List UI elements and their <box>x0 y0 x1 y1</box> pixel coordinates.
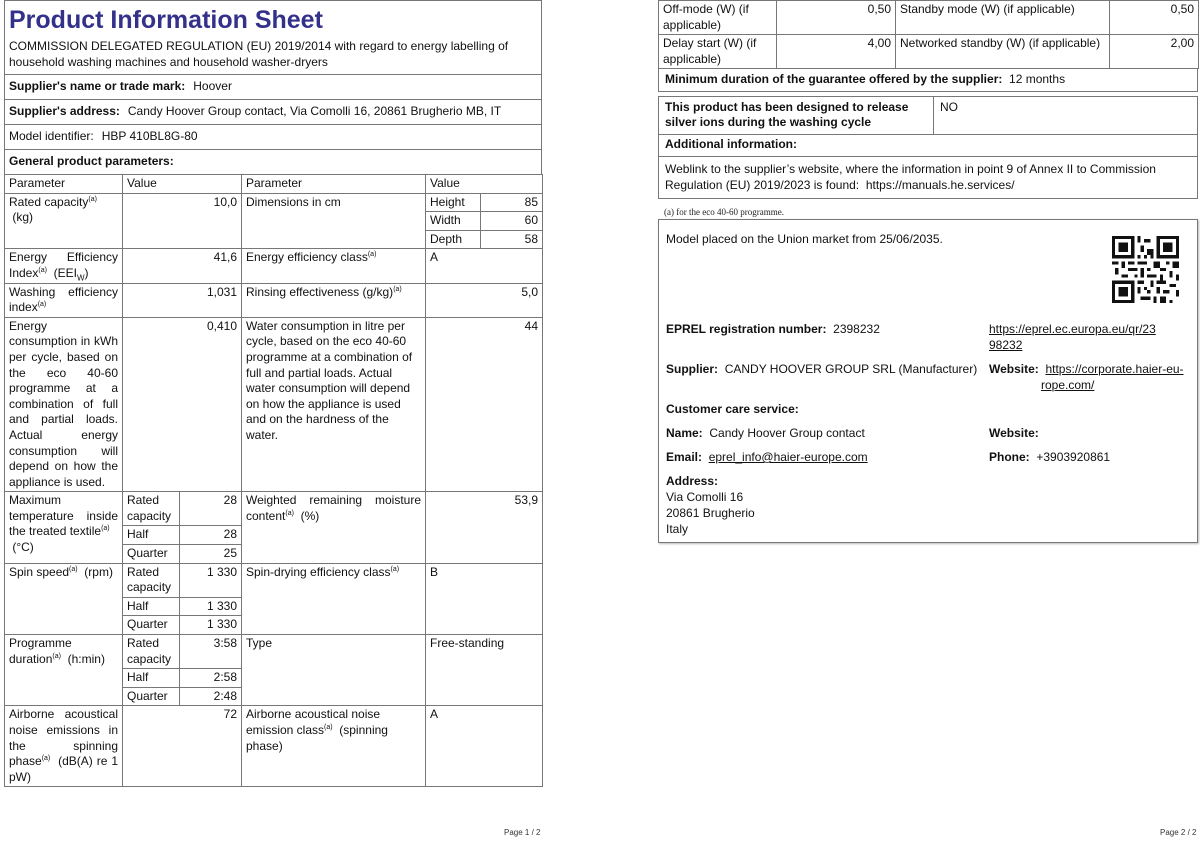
dimensions-label: Dimensions in cm <box>242 193 426 249</box>
placed-on-market: Model placed on the Union market from 25/06/2035. <box>666 232 943 246</box>
type-value: Free-standing <box>426 635 543 706</box>
temp-rated-label: Rated capacity <box>123 492 180 526</box>
standby-label: Standby mode (W) (if applicable) <box>896 1 1110 35</box>
weblink-url[interactable]: https://manuals.he.services/ <box>865 178 1015 193</box>
qr-code-icon[interactable] <box>1112 236 1179 303</box>
care-address <box>666 473 755 537</box>
page-title: Product Information Sheet <box>9 6 323 34</box>
moisture-label: Weighted remaining moisture content$^{(a)}$ (%) <box>242 492 426 563</box>
height-label: Height <box>426 193 481 212</box>
energy-class-label: Energy efficiency class$^{(a)}$ <box>242 249 426 283</box>
weblink-text: Weblink to the supplier’s website, where the information in point 9 of Annex II to Commission Regulation (EU) 2019/2023 is found: <box>665 162 1156 193</box>
supplier-label: Supplier: <box>666 362 719 376</box>
energy-class-value: A <box>426 249 543 283</box>
website-link[interactable]: https://corporate.haier-eu- <box>1045 362 1184 376</box>
table-row <box>5 492 543 526</box>
additional-info-row <box>658 135 1198 158</box>
care-address-label: Address: <box>666 474 719 488</box>
washing-efficiency-label: Washing efficiency index$^{(a)}$ <box>5 283 123 317</box>
address-value: Candy Hoover Group contact, Via Comolli 16, 20861 Brugherio MB, IT <box>127 104 502 118</box>
guarantee-value: 12 months <box>1009 72 1066 87</box>
supplier-row <box>5 75 541 100</box>
rinsing-label: Rinsing effectiveness $(g/kg)^{(a)}$ <box>242 283 426 317</box>
spin-class-value: B <box>426 563 543 634</box>
care-name-value: Candy Hoover Group contact <box>709 426 865 440</box>
spin-speed-label: Spin speed$^{(a)}$ (rpm) <box>5 563 123 634</box>
care-email-label: Email: <box>666 450 703 464</box>
duration-rated-label: Rated capacity <box>123 635 180 669</box>
energy-consumption-value: 0,410 <box>123 317 242 492</box>
header-box <box>4 0 542 174</box>
depth-value: 58 <box>481 230 543 249</box>
address-line-3: Italy <box>666 522 689 536</box>
rinsing-value: 5,0 <box>426 283 543 317</box>
rated-capacity-label: Rated capacity$^{(a)}$ (kg) <box>5 193 123 249</box>
noise-value: 72 <box>123 706 242 787</box>
table-row <box>5 317 543 492</box>
supplier-row <box>666 361 977 377</box>
spin-class-label: Spin-drying efficiency class$^{(a)}$ <box>242 563 426 634</box>
care-phone-row <box>989 449 1110 465</box>
col-header-parameter-2: Parameter <box>242 175 426 194</box>
table-row <box>5 563 543 597</box>
care-phone-value: +3903920861 <box>1036 450 1111 464</box>
care-name-label: Name: <box>666 426 703 440</box>
noise-class-value: A <box>426 706 543 787</box>
spin-rated-label: Rated capacity <box>123 563 180 597</box>
address-label: Supplier's address: <box>9 104 120 118</box>
parameters-table <box>4 174 543 787</box>
rated-capacity-value: 10,0 <box>123 193 242 249</box>
energy-consumption-label: Energy consumption in kWh per cycle, based on the eco 40-60 programme at a combination of full and partial loads. Actual energy consumption will depend on how the appliance is used. <box>5 317 123 492</box>
networked-standby-label: Networked standby (W) (if applicable) <box>896 35 1110 69</box>
eprel-link[interactable]: https://eprel.ec.europa.eu/qr/23 98232 <box>989 322 1156 352</box>
care-email-row <box>666 449 868 465</box>
supplier-value: Hoover <box>193 79 232 93</box>
duration-label: Programme duration$^{(a)}$ (h:min) <box>5 635 123 706</box>
width-value: 60 <box>481 212 543 231</box>
customer-care-label: Customer care service: <box>666 402 799 416</box>
page-number-1: Page 1 / 2 <box>504 828 541 837</box>
table-row <box>5 635 543 669</box>
washing-efficiency-value: 1,031 <box>123 283 242 317</box>
type-label: Type <box>242 635 426 706</box>
duration-half-label: Half <box>123 669 180 688</box>
page-1 <box>4 0 542 787</box>
table-row <box>5 193 543 212</box>
care-name-row <box>666 425 865 441</box>
delay-start-label: Delay start (W) (if applicable) <box>659 35 777 69</box>
temp-quarter-value: 25 <box>180 545 242 564</box>
care-phone-label: Phone: <box>989 450 1030 464</box>
website-label: Website: <box>989 362 1039 376</box>
supplier-value: CANDY HOOVER GROUP SRL (Manufacturer) <box>724 362 978 376</box>
eprel-value: 2398232 <box>833 322 880 336</box>
care-website-label: Website: <box>989 426 1039 440</box>
duration-quarter-label: Quarter <box>123 687 180 706</box>
spin-rated-value: 1 330 <box>180 563 242 597</box>
model-row <box>5 125 541 150</box>
col-header-value-2: Value <box>426 175 543 194</box>
website-row <box>989 361 1184 393</box>
moisture-value: 53,9 <box>426 492 543 563</box>
website-link-cont[interactable]: rope.com/ <box>1041 378 1095 392</box>
depth-label: Depth <box>426 230 481 249</box>
off-mode-label: Off-mode (W) (if applicable) <box>659 1 777 35</box>
eprel-row <box>666 321 880 337</box>
temp-quarter-label: Quarter <box>123 545 180 564</box>
guarantee-label: Minimum duration of the guarantee offered by the supplier: <box>665 72 1003 87</box>
max-temperature-label: Maximum temperature inside the treated textile$^{(a)}$ (°C) <box>5 492 123 563</box>
table-row <box>659 35 1199 69</box>
table-row <box>5 249 543 283</box>
standby-value: 0,50 <box>1110 1 1199 35</box>
spin-half-value: 1 330 <box>180 597 242 616</box>
table-row <box>5 283 543 317</box>
table-row <box>5 706 543 787</box>
guarantee-row <box>658 69 1198 92</box>
address-line-2: 20861 Brugherio <box>666 506 755 520</box>
additional-info-label: Additional information: <box>665 136 797 151</box>
address-row <box>5 100 541 125</box>
temp-half-label: Half <box>123 526 180 545</box>
page-2 <box>658 0 1198 536</box>
duration-half-value: 2:58 <box>180 669 242 688</box>
water-consumption-value: 44 <box>426 317 543 492</box>
silver-ions-value: NO <box>940 99 958 114</box>
model-label: Model identifier: <box>9 129 94 143</box>
page-number-2: Page 2 / 2 <box>1160 828 1197 837</box>
width-label: Width <box>426 212 481 231</box>
footnote: (a) for the eco 40-60 programme. <box>664 207 784 218</box>
networked-standby-value: 2,00 <box>1110 35 1199 69</box>
care-email-link[interactable]: eprel_info@haier-europe.com <box>708 450 868 464</box>
silver-ions-row <box>658 96 1198 135</box>
height-value: 85 <box>481 193 543 212</box>
eprel-label: EPREL registration number: <box>666 322 827 336</box>
silver-ions-label: This product has been designed to release silver ions during the washing cycle <box>659 97 934 134</box>
noise-class-label: Airborne acoustical noise emission class$^{(a)}$ (spinning phase) <box>242 706 426 787</box>
eei-value: 41,6 <box>123 249 242 283</box>
supplier-label: Supplier's name or trade mark: <box>9 79 186 93</box>
eei-label: Energy Efficiency Index$^{(a)}$ $(EEI_W)$ <box>5 249 123 283</box>
water-consumption-label: Water consumption in litre per cycle, based on the eco 40-60 programme at a combination of full and partial loads. Actual water consumption will depend on how the appliance is used and on the hardness of the water. <box>242 317 426 492</box>
table-row <box>659 1 1199 35</box>
noise-label: Airborne acoustical noise emissions in the spinning phase$^{(a)}$ (dB(A) re 1 pW) <box>5 706 123 787</box>
temp-half-value: 28 <box>180 526 242 545</box>
spin-quarter-value: 1 330 <box>180 616 242 635</box>
regulation-text: COMMISSION DELEGATED REGULATION (EU) 2019/2014 with regard to energy labelling of household washing machines and household washer-dryers <box>5 37 541 75</box>
duration-rated-value: 3:58 <box>180 635 242 669</box>
col-header-parameter: Parameter <box>5 175 123 194</box>
table-header-row <box>5 175 543 194</box>
weblink-row <box>658 157 1198 199</box>
duration-quarter-value: 2:48 <box>180 687 242 706</box>
power-modes-table <box>658 0 1199 69</box>
temp-rated-value: 28 <box>180 492 242 526</box>
general-params-row <box>5 150 541 174</box>
spin-half-label: Half <box>123 597 180 616</box>
general-params-label: General product parameters: <box>9 154 174 168</box>
off-mode-value: 0,50 <box>777 1 896 35</box>
address-line-1: Via Comolli 16 <box>666 490 744 504</box>
delay-start-value: 4,00 <box>777 35 896 69</box>
col-header-value: Value <box>123 175 242 194</box>
model-value: HBP 410BL8G-80 <box>101 129 198 143</box>
spin-quarter-label: Quarter <box>123 616 180 635</box>
eprel-info-box <box>658 219 1198 543</box>
